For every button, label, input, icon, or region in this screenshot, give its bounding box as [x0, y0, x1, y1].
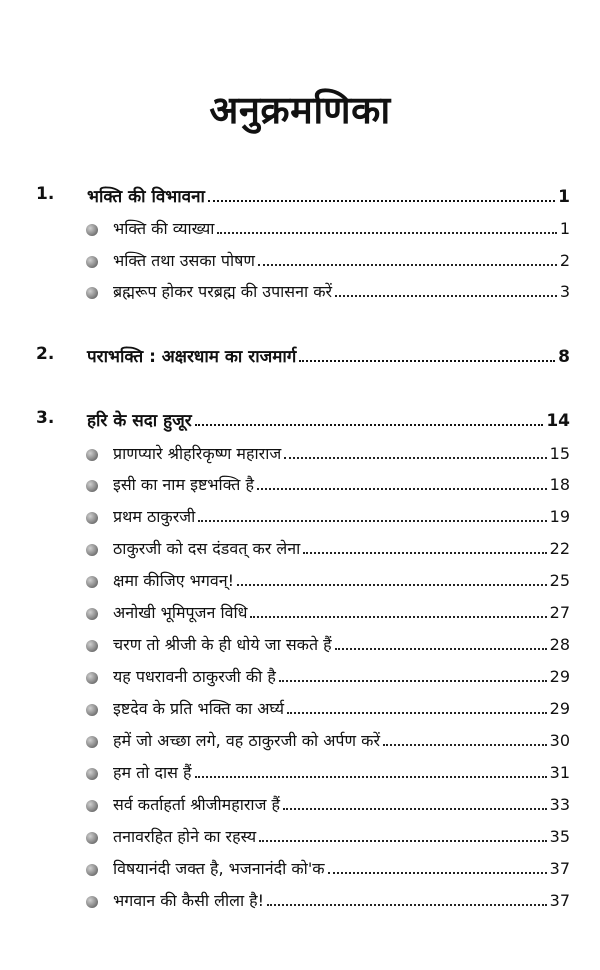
dot-leader — [195, 424, 544, 426]
dot-leader — [328, 872, 547, 874]
page-number: 28 — [549, 635, 570, 654]
dot-leader — [258, 264, 557, 266]
page-title: अनुक्रमणिका — [209, 88, 391, 132]
page-number: 33 — [549, 795, 570, 814]
bullet-icon — [86, 896, 98, 908]
dot-leader — [287, 712, 547, 714]
dot-leader — [299, 360, 555, 362]
page-number: 30 — [549, 731, 570, 750]
entry-title: ब्रह्मरूप होकर परब्रह्म की उपासना करें — [113, 282, 333, 301]
dot-leader — [267, 904, 547, 906]
page-number: 35 — [549, 827, 570, 846]
bullet-icon — [86, 480, 98, 492]
page-number: 37 — [549, 859, 570, 878]
entry-title: सर्व कर्ताहर्ता श्रीजीमहाराज हैं — [113, 795, 281, 814]
entry-title: यह पधरावनी ठाकुरजी की है — [113, 667, 276, 686]
toc-entry[interactable] — [113, 761, 570, 785]
bullet-icon — [86, 449, 98, 461]
dot-leader — [259, 840, 547, 842]
toc-entry[interactable] — [113, 857, 570, 881]
dot-leader — [335, 648, 547, 650]
toc-entry[interactable] — [113, 473, 570, 497]
chapter-number: 1. — [36, 184, 55, 204]
entry-title: अनोखी भूमिपूजन विधि — [113, 603, 248, 622]
dot-leader — [303, 552, 546, 554]
entry-title: विषयानंदी जक्त है, भजनानंदी को'क — [113, 859, 325, 878]
entry-title: ठाकुरजी को दस दंडवत् कर लेना — [113, 539, 301, 558]
bullet-icon — [86, 544, 98, 556]
page-number: 25 — [549, 571, 570, 590]
chapter-number: 3. — [36, 408, 55, 428]
bullet-icon — [86, 672, 98, 684]
page-number: 27 — [549, 603, 570, 622]
page-number: 1 — [558, 187, 570, 207]
toc-entry[interactable] — [113, 537, 570, 561]
toc-entry[interactable] — [113, 825, 570, 849]
toc-entry[interactable] — [113, 665, 570, 689]
page-number: 2 — [559, 251, 570, 270]
page-number: 14 — [546, 411, 570, 431]
page-number: 37 — [549, 891, 570, 910]
entry-title: भक्ति की व्याख्या — [113, 219, 215, 238]
bullet-icon — [86, 864, 98, 876]
page-number: 15 — [549, 444, 570, 463]
toc-chapter-1[interactable] — [87, 184, 570, 208]
bullet-icon — [86, 512, 98, 524]
page-number: 18 — [549, 475, 570, 494]
bullet-icon — [86, 640, 98, 652]
toc-entry[interactable] — [113, 442, 570, 466]
toc-entry[interactable] — [113, 249, 570, 273]
bullet-icon — [86, 576, 98, 588]
page-number: 1 — [559, 219, 570, 238]
page-number: 29 — [549, 667, 570, 686]
toc-entry[interactable] — [113, 697, 570, 721]
bullet-icon — [86, 832, 98, 844]
bullet-icon — [86, 608, 98, 620]
dot-leader — [237, 584, 547, 586]
dot-leader — [198, 520, 546, 522]
bullet-icon — [86, 768, 98, 780]
bullet-icon — [86, 800, 98, 812]
entry-title: हम तो दास हैं — [113, 763, 192, 782]
entry-title: इसी का नाम इष्टभक्ति है — [113, 475, 254, 494]
chapter-title: भक्ति की विभावना — [87, 187, 205, 207]
bullet-icon — [86, 736, 98, 748]
toc-entry[interactable] — [113, 793, 570, 817]
toc-chapter-2[interactable] — [87, 344, 570, 368]
entry-title: क्षमा कीजिए भगवन्! — [113, 571, 235, 590]
entry-title: इष्टदेव के प्रति भक्ति का अर्घ्य — [113, 699, 285, 718]
entry-title: भगवान की कैसी लीला है! — [113, 891, 265, 910]
page-number: 19 — [549, 507, 570, 526]
dot-leader — [257, 488, 547, 490]
entry-title: तनावरहित होने का रहस्य — [113, 827, 257, 846]
chapter-title: हरि के सदा हुजूर — [87, 411, 192, 431]
dot-leader — [383, 744, 547, 746]
dot-leader — [279, 680, 547, 682]
page-number: 22 — [549, 539, 570, 558]
toc-entry[interactable] — [113, 280, 570, 304]
dot-leader — [195, 776, 547, 778]
toc-entry[interactable] — [113, 729, 570, 753]
entry-title: चरण तो श्रीजी के ही धोये जा सकते हैं — [113, 635, 332, 654]
toc-entry[interactable] — [113, 217, 570, 241]
entry-title: प्राणप्यारे श्रीहरिकृष्ण महाराज — [113, 444, 282, 463]
dot-leader — [284, 457, 546, 459]
toc-entry[interactable] — [113, 569, 570, 593]
page-number: 31 — [549, 763, 570, 782]
chapter-number: 2. — [36, 344, 55, 364]
dot-leader — [283, 808, 547, 810]
dot-leader — [335, 295, 557, 297]
dot-leader — [250, 616, 546, 618]
toc-entry[interactable] — [113, 505, 570, 529]
bullet-icon — [86, 704, 98, 716]
dot-leader — [208, 200, 555, 202]
toc-entry[interactable] — [113, 889, 570, 913]
page-number: 3 — [559, 282, 570, 301]
page-number: 8 — [558, 347, 570, 367]
entry-title: हमें जो अच्छा लगे, वह ठाकुरजी को अर्पण करें — [113, 731, 381, 750]
chapter-title: पराभक्ति : अक्षरधाम का राजमार्ग — [87, 347, 297, 367]
bullet-icon — [86, 224, 98, 236]
toc-entry[interactable] — [113, 633, 570, 657]
toc-chapter-3[interactable] — [87, 408, 570, 432]
page-number: 29 — [549, 699, 570, 718]
bullet-icon — [86, 256, 98, 268]
bullet-icon — [86, 287, 98, 299]
entry-title: भक्ति तथा उसका पोषण — [113, 251, 255, 270]
entry-title: प्रथम ठाकुरजी — [113, 507, 196, 526]
dot-leader — [217, 232, 556, 234]
toc-entry[interactable] — [113, 601, 570, 625]
